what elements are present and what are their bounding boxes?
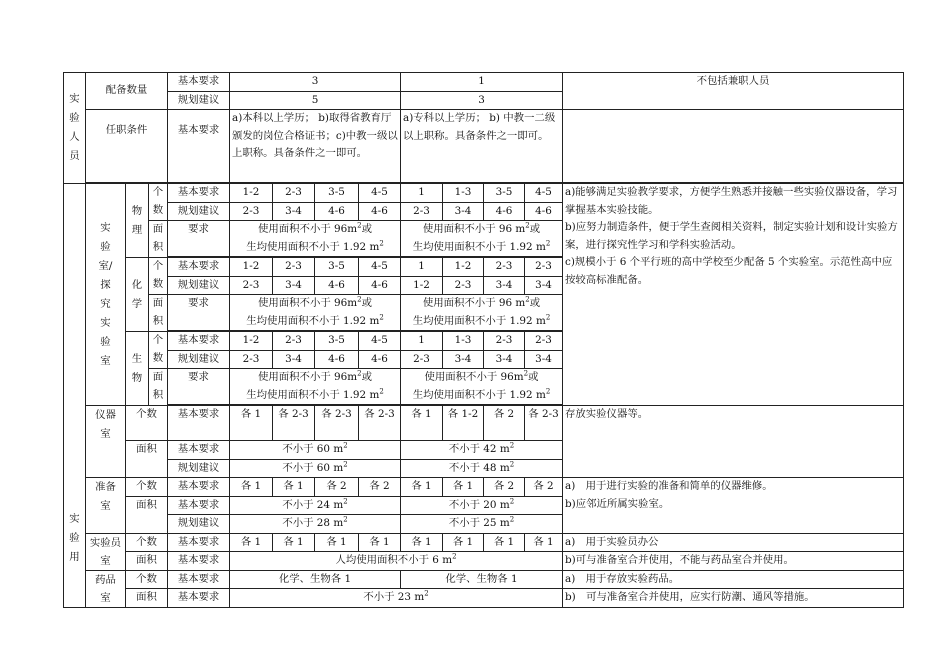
count-label: 个数 <box>126 406 168 441</box>
chem-room-count-a: 化学、生物各 1 <box>230 570 401 589</box>
physics-plan-cell: 4-6 <box>315 202 359 221</box>
biology-basic-cell: 1 <box>401 332 443 351</box>
basic-req-label: 基本要求 <box>168 570 230 589</box>
basic-req-label: 基本要求 <box>168 478 230 497</box>
qty-basic-b: 1 <box>401 73 563 92</box>
biology-plan-cell: 2-3 <box>230 350 273 369</box>
instrument-area-basic-a: 不小于 60 $m^2$ <box>230 441 401 460</box>
biology-basic-cell: 4-5 <box>359 332 401 351</box>
qty-note: 不包括兼职人员 <box>563 73 904 110</box>
prep-count-cell: 各 1 <box>273 478 315 497</box>
physics-area-a: 使用面积不小于 $96m^2$或 生均使用面积不小于 1.92 $m^2$ <box>230 221 401 257</box>
basic-req-label: 基本要求 <box>168 552 230 571</box>
instrument-area-plan-b: 不小于 48 $m^2$ <box>401 459 563 478</box>
prep-room-notes <box>563 478 904 534</box>
physics-area-b: 使用面积不小于 96 $m^2$或 生均使用面积不小于 1.92 $m^2$ <box>401 221 563 257</box>
physics-basic-cell: 3-5 <box>315 184 359 203</box>
instrument-room-label: 仪器室 <box>86 406 126 478</box>
physics-plan-cell: 3-4 <box>273 202 315 221</box>
physics-plan-cell: 2-3 <box>230 202 273 221</box>
area-label: 面积 <box>126 441 168 478</box>
staff-room-count-cell: 各 1 <box>273 533 315 552</box>
basic-req-label: 基本要求 <box>168 406 230 441</box>
chemistry-area-b: 使用面积不小于 96 $m^2$或 生均使用面积不小于 1.92 $m^2$ <box>401 295 563 331</box>
biology-basic-cell: 2-3 <box>273 332 315 351</box>
chem-room-note-a: a) 用于存放实验药品。 <box>563 570 904 589</box>
qualification-label: 任职条件 <box>86 110 168 183</box>
lab-note-a: a)能够满足实验教学要求，方便学生熟悉并接触一些实验仪器设备，学习掌握基本实验技能。 <box>565 186 898 216</box>
chemistry-plan-cell: 4-6 <box>315 276 359 295</box>
instrument-count-cell: 各 2-3 <box>273 406 315 441</box>
prep-note-a: a) 用于进行实验的准备和简单的仪器维修。 <box>565 480 773 492</box>
physics-basic-cell: 1-3 <box>443 184 484 203</box>
lab-group-label: 实验室/探究实验室 <box>86 184 126 406</box>
physics-basic-cell: 4-5 <box>525 184 563 203</box>
chemistry-basic-cell: 4-5 <box>359 258 401 277</box>
prep-count-cell: 各 2 <box>484 478 525 497</box>
chem-room-count-b: 化学、生物各 1 <box>401 570 563 589</box>
biology-plan-cell: 3-4 <box>484 350 525 369</box>
area-label: 面积 <box>126 496 168 533</box>
req-label: 要求 <box>168 369 230 405</box>
plan-sugg-label: 规划建议 <box>168 202 230 221</box>
prep-count-cell: 各 2 <box>315 478 359 497</box>
biology-basic-cell: 1-2 <box>230 332 273 351</box>
biology-plan-cell: 3-4 <box>525 350 563 369</box>
prep-count-cell: 各 1 <box>401 478 443 497</box>
biology-basic-cell: 3-5 <box>315 332 359 351</box>
plan-sugg-label: 规划建议 <box>168 459 230 478</box>
prep-count-cell: 各 2 <box>359 478 401 497</box>
basic-req-label: 基本要求 <box>168 258 230 277</box>
chemistry-plan-cell: 3-4 <box>273 276 315 295</box>
physics-plan-cell: 4-6 <box>359 202 401 221</box>
staff-group-label: 实验人员 <box>64 73 86 184</box>
plan-sugg-label: 规划建议 <box>168 350 230 369</box>
staff-room-count-cell: 各 1 <box>401 533 443 552</box>
plan-sugg-label: 规划建议 <box>168 276 230 295</box>
chemistry-plan-cell: 1-2 <box>401 276 443 295</box>
count-label: 个数 <box>149 332 168 369</box>
quantity-label: 配备数量 <box>86 73 168 110</box>
biology-plan-cell: 4-6 <box>315 350 359 369</box>
prep-note-b: b)应邻近所属实验室。 <box>565 497 670 510</box>
prep-area-basic-b: 不小于 20 $m^2$ <box>401 496 563 515</box>
chemistry-plan-cell: 2-3 <box>443 276 484 295</box>
area-label: 面积 <box>126 552 168 571</box>
use-group-label: 实验用 <box>64 184 86 608</box>
chem-room-note-b: b) 可与准备室合并使用，应实行防潮、通风等措施。 <box>563 589 904 608</box>
staff-room-count-cell: 各 1 <box>443 533 484 552</box>
count-label: 个数 <box>126 533 168 552</box>
basic-req-label: 基本要求 <box>168 589 230 608</box>
biology-basic-cell: 2-3 <box>484 332 525 351</box>
instrument-count-cell: 各 2-3 <box>359 406 401 441</box>
basic-req-label: 基本要求 <box>168 332 230 351</box>
physics-basic-cell: 2-3 <box>273 184 315 203</box>
prep-room-label: 准备室 <box>86 478 126 534</box>
prep-count-cell: 各 1 <box>230 478 273 497</box>
instrument-count-cell: 各 1 <box>230 406 273 441</box>
chemistry-basic-cell: 2-3 <box>525 258 563 277</box>
qty-plan-b: 3 <box>401 91 563 110</box>
labs-notes <box>563 184 904 406</box>
instrument-count-cell: 各 2 <box>484 406 525 441</box>
staff-room-count-cell: 各 1 <box>525 533 563 552</box>
biology-basic-cell: 2-3 <box>525 332 563 351</box>
area-label: 面积 <box>149 221 168 258</box>
chemistry-basic-cell: 1-2 <box>230 258 273 277</box>
staff-room-count-cell: 各 1 <box>230 533 273 552</box>
basic-req-label: 基本要求 <box>168 441 230 460</box>
physics-basic-cell: 1 <box>401 184 443 203</box>
staff-room-label: 实验员室 <box>86 533 126 570</box>
basic-req-label: 基本要求 <box>168 110 230 183</box>
qty-basic-a: 3 <box>230 73 401 92</box>
instrument-room-note: 存放实验仪器等。 <box>563 406 904 478</box>
biology-plan-cell: 3-4 <box>273 350 315 369</box>
physics-basic-cell: 4-5 <box>359 184 401 203</box>
staff-room-note-a: a) 用于实验员办公 <box>563 533 904 552</box>
physics-plan-cell: 2-3 <box>401 202 443 221</box>
physics-label: 物理 <box>126 184 149 258</box>
biology-label: 生物 <box>126 332 149 406</box>
standards-table <box>63 72 904 608</box>
chemistry-area-a: 使用面积不小于 $96m^2$或 生均使用面积不小于 1.92 $m^2$ <box>230 295 401 331</box>
instrument-area-basic-b: 不小于 42 $m^2$ <box>401 441 563 460</box>
staff-room-area: 人均使用面积不小于 6 $m^2$ <box>230 552 563 571</box>
staff-room-count-cell: 各 1 <box>484 533 525 552</box>
count-label: 个数 <box>126 478 168 497</box>
prep-area-plan-b: 不小于 25 $m^2$ <box>401 515 563 534</box>
staff-room-note-b: b)可与准备室合并使用，不能与药品室合并使用。 <box>563 552 904 571</box>
chemistry-label: 化学 <box>126 258 149 332</box>
chemistry-plan-cell: 3-4 <box>484 276 525 295</box>
physics-basic-cell: 1-2 <box>230 184 273 203</box>
basic-req-label: 基本要求 <box>168 184 230 203</box>
count-label: 个数 <box>126 570 168 589</box>
staff-room-count-cell: 各 1 <box>315 533 359 552</box>
chem-room-area: 不小于 23 $m^2$ <box>230 589 563 608</box>
physics-plan-cell: 3-4 <box>443 202 484 221</box>
instrument-count-cell: 各 2-3 <box>315 406 359 441</box>
chemistry-basic-cell: 1-2 <box>443 258 484 277</box>
chemistry-plan-cell: 3-4 <box>525 276 563 295</box>
qualification-a: a)本科以上学历； b)取得省教育厅颁发的岗位合格证书；c)中教一级以上职称。具备条件之一即可。 <box>230 110 401 183</box>
chemistry-basic-cell: 2-3 <box>273 258 315 277</box>
qualification-b: a)专科以上学历； b) 中教一二级以上职称。具备条件之一即可。 <box>401 110 563 183</box>
lab-note-b: b)应努力制造条件，便于学生查阅相关资料，制定实验计划和设计实验方案，进行探究性学习和学科实验活动。 <box>565 221 898 251</box>
area-label: 面积 <box>149 295 168 332</box>
chemistry-plan-cell: 4-6 <box>359 276 401 295</box>
chem-room-label: 药品室 <box>86 570 126 607</box>
plan-sugg-label: 规划建议 <box>168 91 230 110</box>
physics-plan-cell: 4-6 <box>525 202 563 221</box>
chemistry-basic-cell: 2-3 <box>484 258 525 277</box>
prep-area-basic-a: 不小于 24 $m^2$ <box>230 496 401 515</box>
biology-plan-cell: 3-4 <box>443 350 484 369</box>
basic-req-label: 基本要求 <box>168 73 230 92</box>
count-label: 个数 <box>149 258 168 295</box>
chemistry-plan-cell: 2-3 <box>230 276 273 295</box>
staff-room-count-cell: 各 1 <box>359 533 401 552</box>
biology-plan-cell: 4-6 <box>359 350 401 369</box>
plan-sugg-label: 规划建议 <box>168 515 230 534</box>
basic-req-label: 基本要求 <box>168 533 230 552</box>
basic-req-label: 基本要求 <box>168 496 230 515</box>
req-label: 要求 <box>168 295 230 331</box>
physics-basic-cell: 3-5 <box>484 184 525 203</box>
instrument-count-cell: 各 1 <box>401 406 443 441</box>
prep-area-plan-a: 不小于 28 $m^2$ <box>230 515 401 534</box>
chemistry-basic-cell: 3-5 <box>315 258 359 277</box>
qualification-note <box>563 110 904 183</box>
lab-note-c: c)规模小于 6 个平行班的高中学校至少配备 5 个实验室。示范性高中应按较高标准配备。 <box>565 256 893 286</box>
req-label: 要求 <box>168 221 230 257</box>
physics-plan-cell: 4-6 <box>484 202 525 221</box>
area-label: 面积 <box>149 369 168 406</box>
biology-area-a: 使用面积不小于 $96m^2$或 生均使用面积不小于 1.92 $m^2$ <box>230 369 401 405</box>
prep-count-cell: 各 2 <box>525 478 563 497</box>
instrument-area-plan-a: 不小于 60 $m^2$ <box>230 459 401 478</box>
qty-plan-a: 5 <box>230 91 401 110</box>
chemistry-basic-cell: 1 <box>401 258 443 277</box>
biology-plan-cell: 2-3 <box>401 350 443 369</box>
instrument-count-cell: 各 1-2 <box>443 406 484 441</box>
biology-basic-cell: 1-3 <box>443 332 484 351</box>
instrument-count-cell: 各 2-3 <box>525 406 563 441</box>
area-label: 面积 <box>126 589 168 608</box>
prep-count-cell: 各 1 <box>443 478 484 497</box>
count-label: 个数 <box>149 184 168 221</box>
biology-area-b: 使用面积不小于 $96m^2$或 生均使用面积不小于 1.92 $m^2$ <box>401 369 563 405</box>
